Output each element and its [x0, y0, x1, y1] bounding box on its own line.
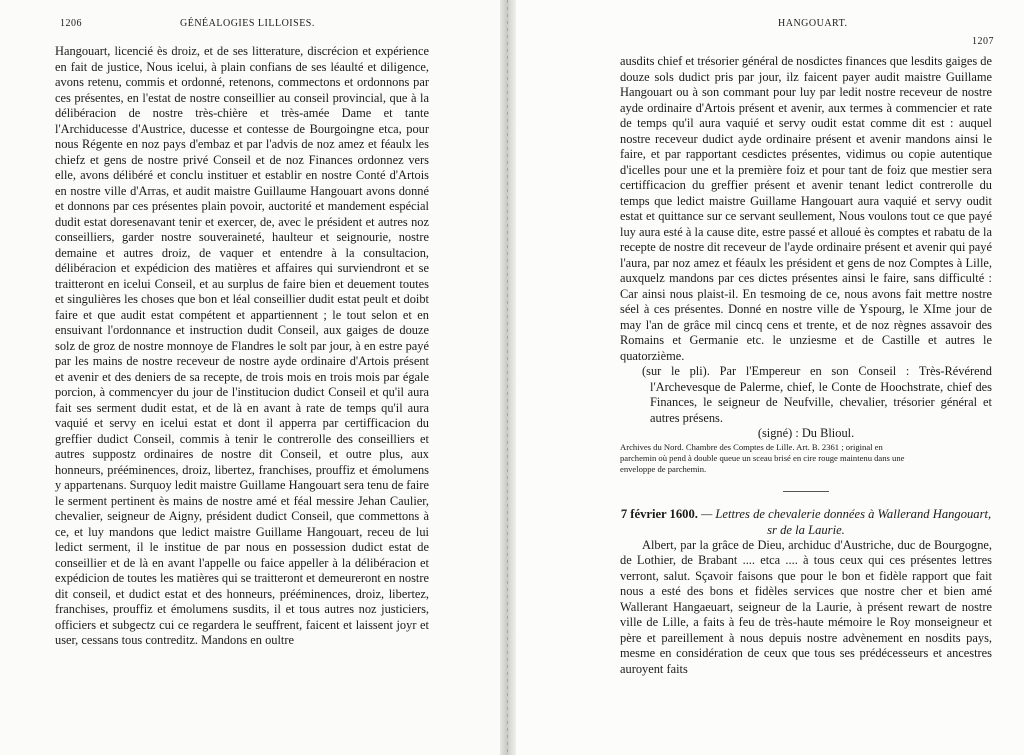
- right-paragraph-3: Albert, par la grâce de Dieu, archiduc d'Austriche, duc de Bourgogne, de Lothier, de Brabant .... etca .... à tous ceux qui ces présentes lettres verront, salut. Sçavoir faisons que pour le bon et fidèle rapport que fait nous a esté des bons et fidèles services que nostre cher et bien amé Wallerant Hangaeuart, seigneur de la Laurie, à présent rewart de nostre ville de Lille, a faits à feu de très-haute mémoire le Roy monseigneur et père et pareillement à nous depuis nostre advènement en nosdits pays, mesme en considération de ceux que tous ses prédécesseurs et ancestres auroyent faits: [620, 537, 992, 676]
- left-page-number: 1206: [60, 18, 82, 29]
- right-body-text: [620, 54, 992, 677]
- book-gutter: [500, 0, 516, 755]
- right-running-head: HANGOUART.: [778, 18, 848, 29]
- left-running-head: GÉNÉALOGIES LILLOISES.: [180, 18, 315, 29]
- left-paragraph: Hangouart, licencié ès droiz, et de ses litterature, discrécion et expérience en fait de justice, Nous icelui, à plain confians de ses léaulté et diligence, avons retenu, commis et ordonné, retenons, commectons et ordonnons par ces présentes, en l'estat de nostre conseillier au conseil provincial, que à la délibéracion de nostre très-chière et très-amée Dame et tante l'Archiducesse d'Austrice, ducesse et contesse de Bourgoingne etca, pour nous Régente en noz pays d'embaz et par l'advis de noz amez et féaulx les chiefz et gens de nostre privé Conseil et de noz Finances ordonnez vers elle, avons délibéré et conclu instituer et establir en nostre Conté d'Artois en nostre ville d'Arras, et audit maistre Guillaume Hangouart avons donné et donnons par ces présentes plain povoir, auctorité et mandement espécial dudit estat doresenavant tenir et exercer, de, avec le président et autres noz conseilliers, garder nostre souveraineté, haulteur et seignourie, nostre demaine et autres droiz, de vaquer et entendre à la consultacion, délibéracion et expédicion des matières et affaires qui surviendront et se traitteront en icelui Conseil, et au surplus de faire bien et deuement toutes et singulières les choses que bon et léal conseillier dudit estat peult et doibt faire et que audit estat compétent et appartiennent ; le tout selon et en ensuivant l'ordonnance et instruction dudit Conseil, aux gaiges de douze solz de groz de nostre monnoye de Flandres le solt par jour, à en estre payé par les mains de nostre receveur de nostre ayde ordinaire d'Artois présent et avenir et des deniers de sa recepte, de trois mois en trois mois par égale porcion, à commencyer du jour de l'institucion dudict Conseil et qu'il aura fait ses serment dudit estat, et de là en avant à rate de temps qu'il aura vaquié et servy en icelui estat et dont il apperra par certifficacion du greffier dudict Conseil, commis à tenir le contrerolle des conseilliers et autres suppostz ordinaires de nostre dit Conseil, et outre plus, aux honneurs, prééminences, droiz, libertez, franchises, prouffiz et émolumens y appartenans. Surquoy ledit maistre Guillame Hangouart sera tenu de faire le serment pertinent ès mains de nostre amé et féal messire Jehan Caulier, chevalier, seigneur de Aigny, président dudict Conseil, que commettons à ce, et luy mandons que ledict maistre Guillame Hangouart, receu de lui ledict serment, il le institue de par nous en possession dudict estat de conseillier et de là en avant l'appelle ou faice appeller à la délibéracion et expédicion de toutes les matières qui se traitteront et demeureront en nostre dit conseil, et dudict estat et des honneurs, prééminences, droiz, libertez, franchises, prouffiz et émolumens susdits, il et tous autres noz justiciers, officiers et subgectz cui ce regardera le seuffrent, faicent et laissent joyr et user, cessans tous contreditz. Mandons en oultre: [55, 44, 429, 647]
- entry-title: — Lettres de chevalerie données à Wallerand Hangouart, sr de la Laurie.: [701, 506, 992, 537]
- right-page-number: 1207: [972, 36, 994, 47]
- section-divider: [783, 491, 829, 492]
- signature-line: (signé) : Du Blioul.: [757, 426, 855, 440]
- endorsement-text: (sur le pli). Par l'Empereur en son Conseil : Très-Révérend l'Archevesque de Palerme, chief, le Conte de Hoochstrate, chief des Finances, le seigneur de Neufville, chevalier, trésorier général et autres présens.: [642, 364, 992, 425]
- entry-date: 7 février 1600.: [620, 506, 698, 521]
- archive-footnote: Archives du Nord. Chambre des Comptes de Lille. Art. B. 2361 ; original en parchemin où pend à double queue un sceau brisé en cire rouge maintenu dans une enveloppe de parchemin.: [620, 441, 905, 474]
- endorsement-block: [642, 364, 992, 426]
- entry-heading: [620, 506, 992, 538]
- left-page: [0, 0, 500, 755]
- left-body-text: [55, 44, 429, 649]
- right-paragraph-1: ausdits chief et trésorier général de nosdictes finances que lesdits gaiges de douze sols dudict pris par jour, ilz faicent payer audit maistre Guillame Hangouart ou à son commant pour luy par ledit nostre receveur de nostre ayde ordinaire d'Artois présent et avenir, aux termes à commencier et rate de temps qu'il aura vaquié et servy oudit estat comme dit est : auquel nostre receveur dudict ayde ordinaire présent et avenir mandons ainsi le faire, et par rapportant cesdictes présentes, vidimus ou copie autentique d'icelles pour une et la première foiz et pour tant de foiz que mestier sera certifficacion du greffier présent et avenir tenant ledict contrerolle du temps que ledict maistre Guillame Hangouart aura vaquié et servy oudit estat et quittance sur ce servant seullement, Nous voulons tout ce que payé luy aura esté à la cause dite, estre passé et alloué ès comptes et rabatu de la recepte de nostre dit receveur de l'ayde ordinaire présent et avenir qui payé l'aura, par noz amez et féaulx les président et gens de noz Comptes à Lille, auxquelz mandons par ces dictes présentes ainsi le faire, sans difficulté : Car ainsi nous plaist-il. En tesmoing de ce, nous avons fait mettre nostre séel à ces présentes. Donné en nostre ville de Yspourg, le XIme jour de may l'an de grâce mil cincq cens et trente, et de noz règnes assavoir des Romains et Germanie etc. le unziesme et de Castille et autres le quatorzième.: [620, 54, 992, 363]
